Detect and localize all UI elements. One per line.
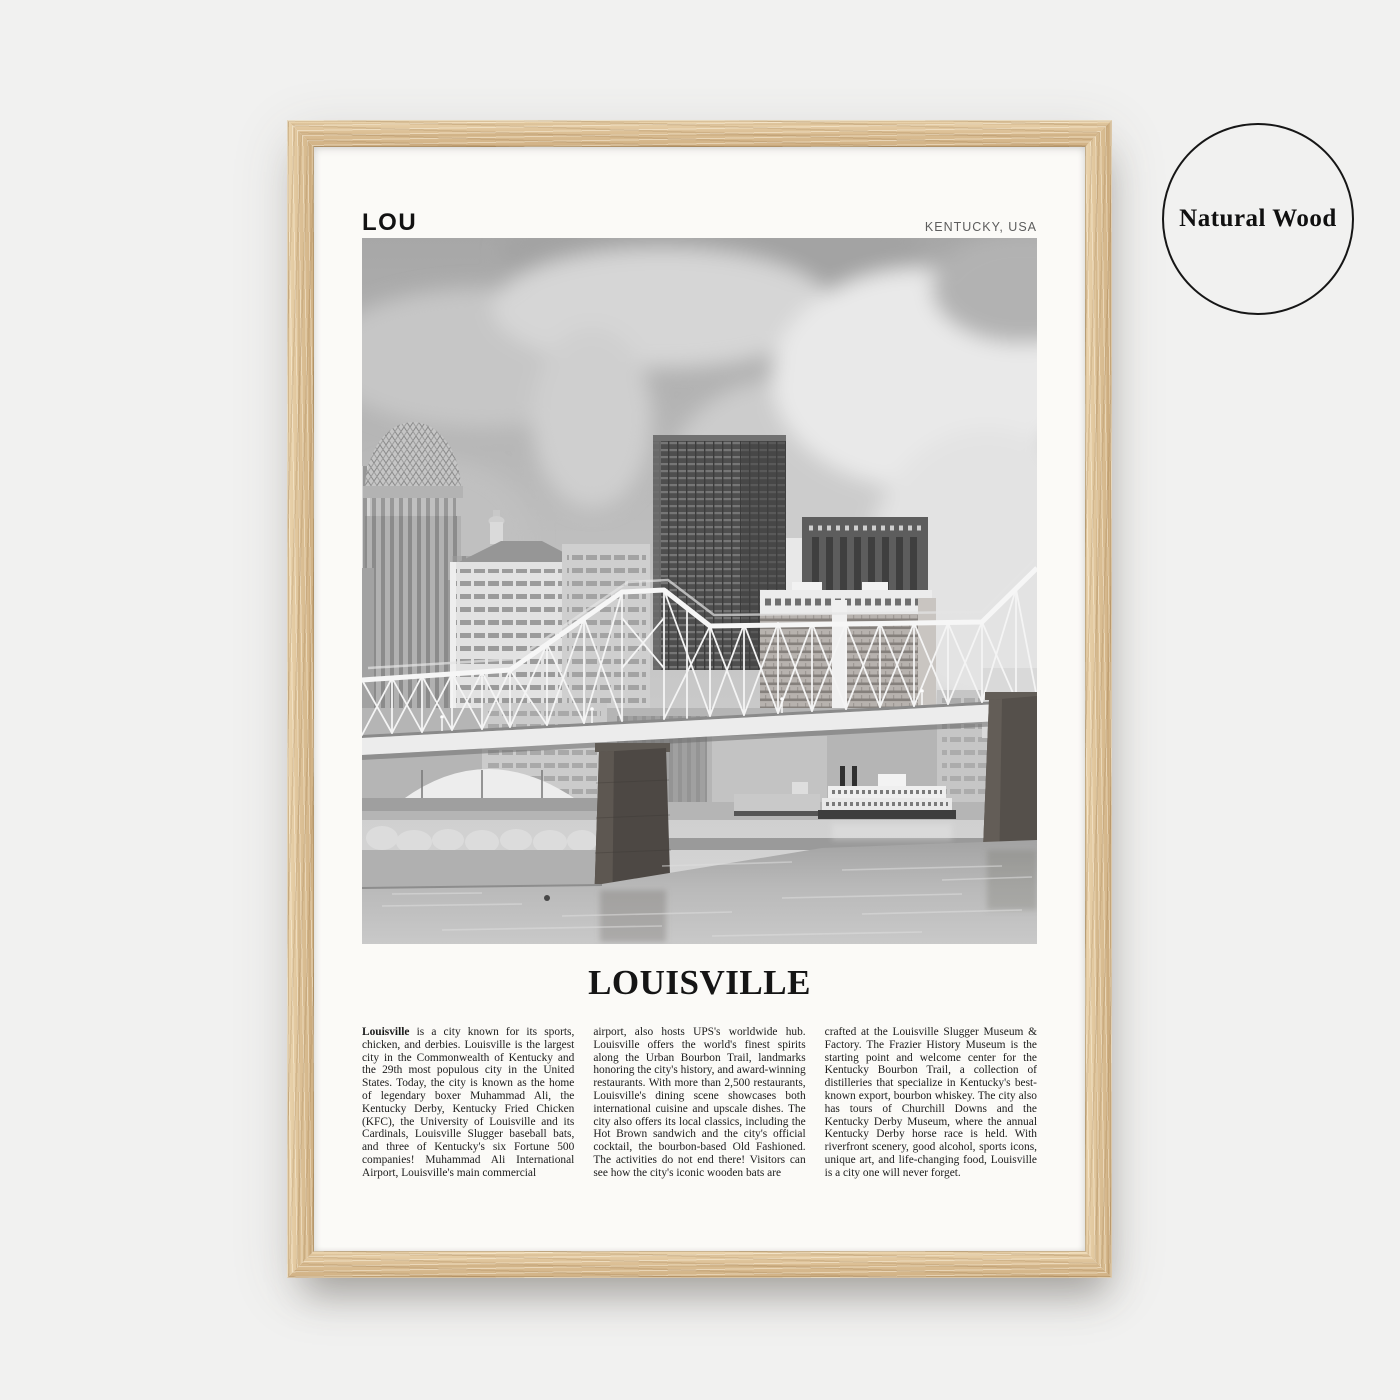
louisville-skyline-photo — [362, 238, 1037, 944]
poster-header — [362, 211, 1037, 235]
article-column-1-text: is a city known for its sports, chicken, and derbies. Louisville is the largest city in the Commonwealth of Kentucky and the 29th most populous city in the United States. Today, the city is known as the home of legendary boxer Muhammad Ali, the Kentucky Derby, Kentucky Fried Chicken (KFC), the University of Louisville and its Cardinals, Louisville Slugger baseball bats, and three of Kentucky's six Fortune 500 companies! Muhammad Ali International Airport, Louisville's main commercial — [362, 1026, 575, 1179]
louisville-poster — [314, 147, 1085, 1251]
region-label: KENTUCKY, USA — [924, 219, 1037, 234]
article-column-2 — [593, 1026, 805, 1180]
natural-wood-badge — [1162, 123, 1354, 315]
article-lead-word: Louisville — [362, 1026, 410, 1038]
city-code-label: LOU — [362, 209, 418, 236]
skyline-photo-illustration — [362, 238, 1037, 944]
article-column-2-text: airport, also hosts UPS's worldwide hub. Louisville offers the world's finest spirits along the Urban Bourbon Trail, landmarks honoring the city's history, and award-winning restaurants. With more than 2,500 restaurants, Louisville's dining scene showcases both international cuisine and upscale dishes. The city also offers its local classics, including the Hot Brown sandwich and the city's official cocktail, the bourbon-based Old Fashioned. The activities do not end there! Visitors can see how the city's iconic wooden bats are — [593, 1026, 806, 1179]
article-text — [362, 1026, 1037, 1180]
frame-bar-bottom — [287, 1251, 1112, 1278]
poster-title: LOUISVILLE — [588, 963, 811, 1002]
frame-bar-left — [287, 120, 314, 1278]
natural-wood-badge-label: Natural Wood — [1179, 205, 1337, 232]
frame-bar-right — [1085, 120, 1112, 1278]
article-column-3-text: crafted at the Louisville Slugger Museum & Factory. The Frazier History Museum is the starting point and welcome center for the Kentucky Bourbon Trail, a collection of distilleries that specialize in Kentucky's best-known export, bourbon whiskey. The city also has tours of Churchill Downs and the Kentucky Derby Museum, where the annual Kentucky Derby horse race is held. With riverfront scenery, good alcohol, sports icons, unique art, and life-changing food, Louisville is a city one will never forget. — [824, 1026, 1037, 1179]
article-column-1 — [362, 1026, 574, 1180]
frame-bar-top — [287, 120, 1112, 147]
wooden-poster-frame — [287, 120, 1112, 1278]
article-column-3 — [825, 1026, 1037, 1180]
